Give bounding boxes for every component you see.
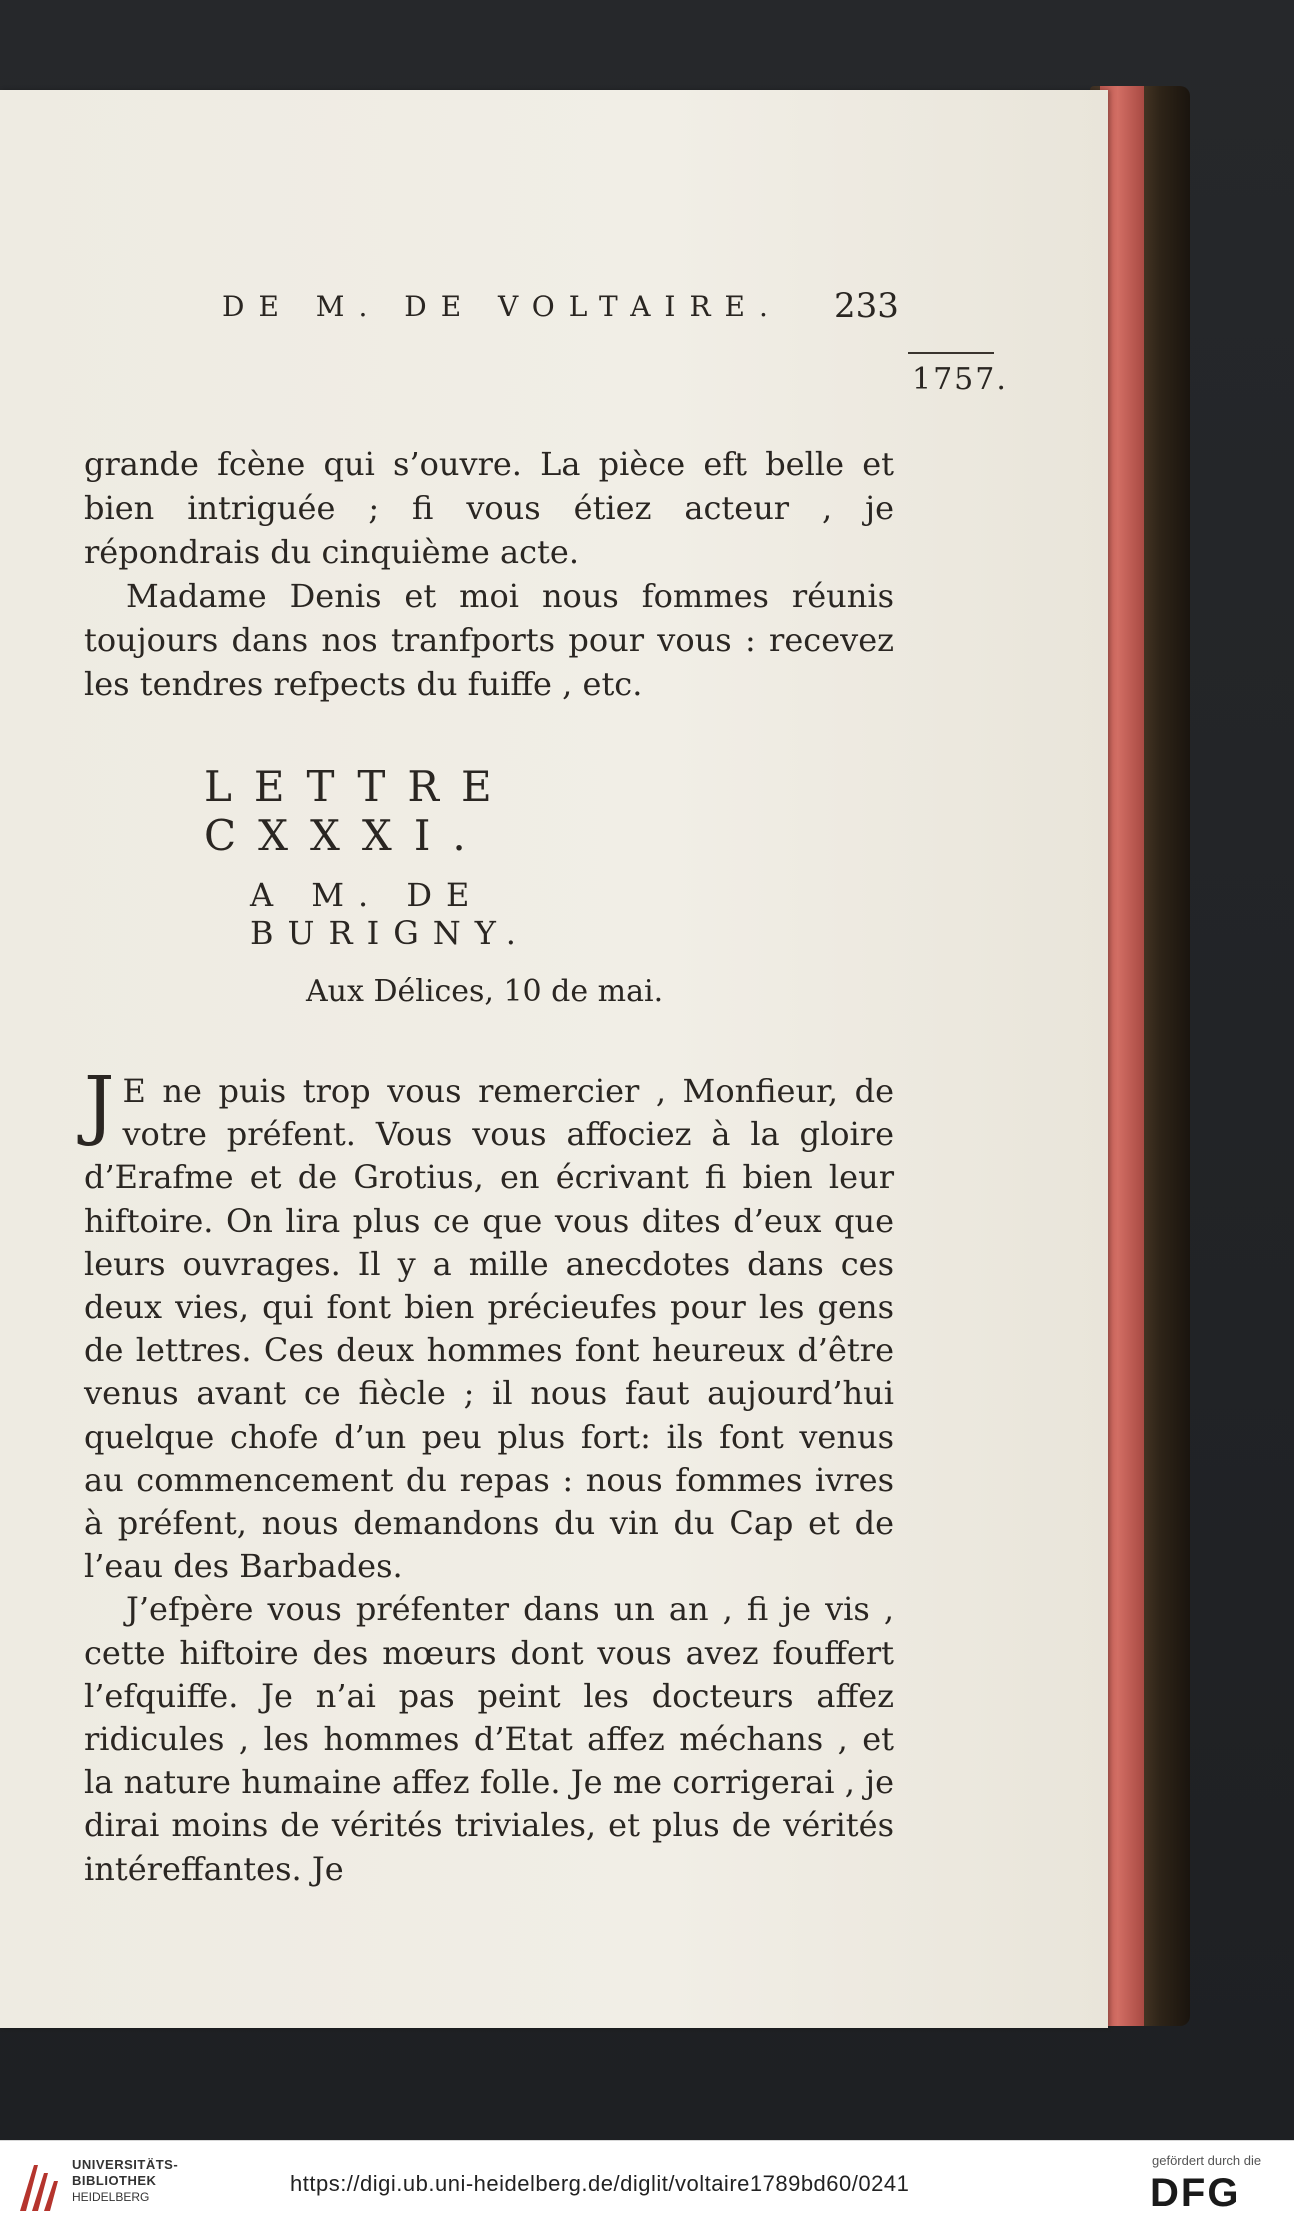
book-page xyxy=(0,90,1108,2028)
letter-paragraph-2: J’efpère vous préfenter dans un an , fi je vis , cette hiftoire des mœurs dont vous avez fouffert l’efquiffe. Je n’ai pas peint les docteurs affez ridicules , les hommes d’Etat affez méchans , et la nature humaine affez folle. Je me corrigerai , je dirai moins de vérités triviales, et plus de vérités intéreffantes. Je xyxy=(84,1590,894,1888)
library-name-line-2: BIBLIOTHEK xyxy=(72,2173,157,2188)
margin-rule xyxy=(908,352,994,354)
university-library-logo-icon xyxy=(14,2157,62,2217)
drop-cap: J xyxy=(84,1059,115,1148)
library-name-line-1: UNIVERSITÄTS- xyxy=(72,2157,179,2172)
letter-addressee: A M. DE BURIGNY. xyxy=(250,876,530,952)
continued-paragraph-2: Madame Denis et moi nous fommes réunis toujours dans nos tranfports pour vous : recevez les tendres refpects du fuiffe , etc. xyxy=(84,577,894,703)
dfg-logo: DFG xyxy=(1150,2171,1241,2215)
page-number: 233 xyxy=(834,286,899,326)
viewer-footer xyxy=(0,2140,1294,2232)
funder-caption: gefördert durch die xyxy=(1152,2153,1262,2168)
margin-year-note: 1757. xyxy=(912,362,1008,397)
letter-title: LETTRE CXXXI. xyxy=(204,762,514,860)
letter-body xyxy=(84,1059,894,1891)
continued-paragraph-1: grande fcène qui s’ouvre. La pièce eft belle et bien intriguée ; fi vous étiez acteur , je répondrais du cinquième acte. xyxy=(84,445,894,571)
letter-paragraph-1-text: E ne puis trop vous remercier , Monfieur, de votre préfent. Vous vous affociez à la gloire d’Erafme et de Grotius, en écrivant fi bien leur hiftoire. On lira plus ce que vous dites d’eux que leurs ouvrages. Il y a mille anecdotes dans ces deux vies, qui font bien précieufes pour les gens de lettres. Ces deux hommes font heureux d’être venus avant ce fiècle ; il nous faut aujourd’hui quelque chofe d’un peu plus fort: ils font venus au commencement du repas : nous fommes ivres à préfent, nous demandons du vin du Cap et de l’eau des Barbades. xyxy=(84,1072,894,1586)
letter-dateline: Aux Délices, 10 de mai. xyxy=(306,974,664,1009)
library-name-line-3: HEIDELBERG xyxy=(72,2190,150,2204)
page-content xyxy=(0,90,1108,2028)
continued-text xyxy=(84,442,894,706)
running-head: DE M. DE VOLTAIRE. xyxy=(222,290,782,323)
library-name xyxy=(72,2157,178,2205)
document-url-link[interactable]: https://digi.ub.uni-heidelberg.de/diglit/voltaire1789bd60/0241 xyxy=(290,2171,910,2196)
letter-paragraph-1 xyxy=(84,1059,894,1588)
